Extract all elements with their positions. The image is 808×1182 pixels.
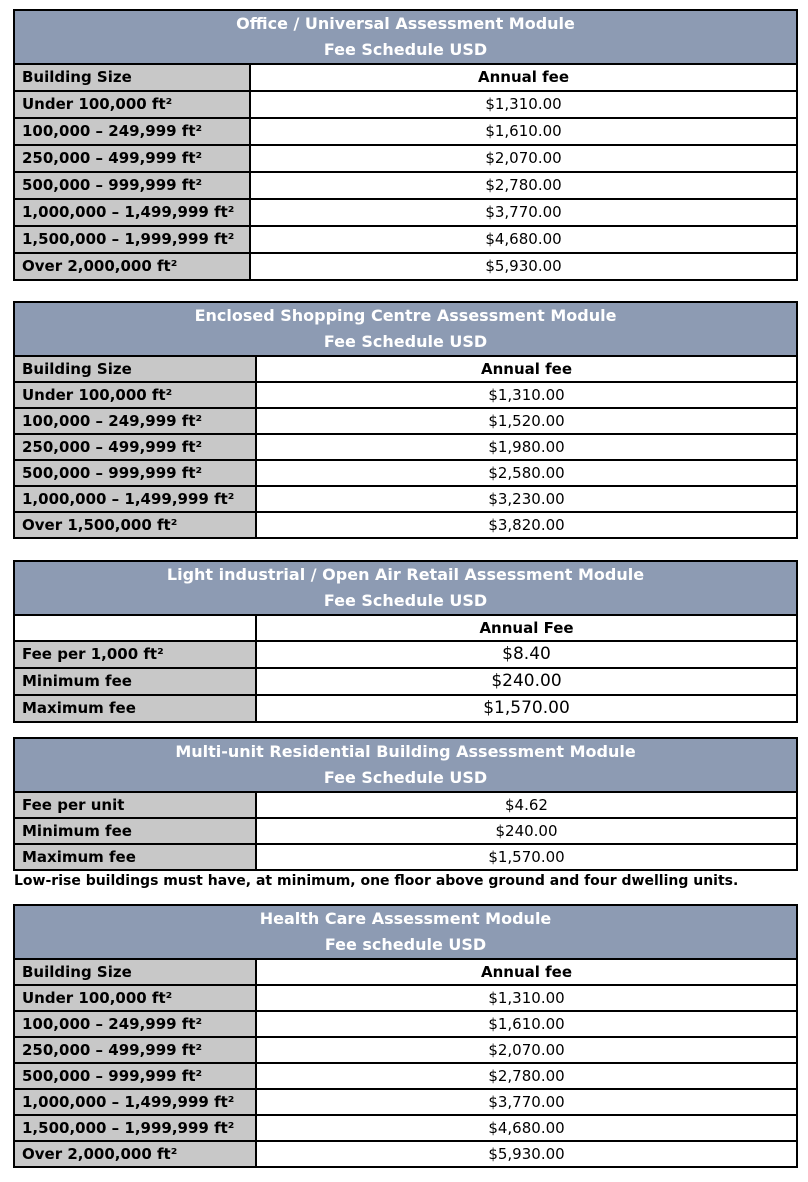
row-label: Fee per unit: [14, 792, 256, 818]
row-value: $1,570.00: [256, 844, 797, 870]
column-header-annual-fee: Annual Fee: [256, 615, 797, 641]
multi-unit-residential-fee-table: [13, 737, 798, 871]
row-label: 250,000 – 499,999 ft²: [14, 434, 256, 460]
row-value: $2,580.00: [256, 460, 797, 486]
enclosed-shopping-centre-fee-table: [13, 301, 798, 539]
row-label: 1,000,000 – 1,499,999 ft²: [14, 199, 250, 226]
office-universal-fee-table: [13, 9, 798, 281]
row-label: 100,000 – 249,999 ft²: [14, 118, 250, 145]
row-label: 1,500,000 – 1,999,999 ft²: [14, 1115, 256, 1141]
table-subtitle: Fee Schedule USD: [323, 332, 488, 351]
table-header: [14, 10, 797, 64]
row-label: 250,000 – 499,999 ft²: [14, 145, 250, 172]
health-care-fee-table: [13, 904, 798, 1168]
row-label: 500,000 – 999,999 ft²: [14, 172, 250, 199]
row-label: Over 2,000,000 ft²: [14, 253, 250, 280]
row-value: $1,520.00: [256, 408, 797, 434]
row-label: Under 100,000 ft²: [14, 382, 256, 408]
row-value: $240.00: [256, 818, 797, 844]
row-value: $2,780.00: [250, 172, 797, 199]
column-header-annual-fee: Annual fee: [256, 959, 797, 985]
low-rise-note: Low-rise buildings must have, at minimum, one floor above ground and four dwelling units.: [14, 873, 739, 889]
row-value: $2,070.00: [250, 145, 797, 172]
row-value: $4,680.00: [250, 226, 797, 253]
row-value: $1,310.00: [256, 985, 797, 1011]
row-value: $8.40: [256, 641, 797, 668]
column-header-building-size: Building Size: [14, 356, 256, 382]
column-header-building-size: Building Size: [14, 959, 256, 985]
row-value: $3,230.00: [256, 486, 797, 512]
row-value: $4.62: [256, 792, 797, 818]
row-label: 1,000,000 – 1,499,999 ft²: [14, 486, 256, 512]
column-header-annual-fee: Annual fee: [256, 356, 797, 382]
row-value: $3,820.00: [256, 512, 797, 538]
row-value: $240.00: [256, 668, 797, 695]
row-value: $2,780.00: [256, 1063, 797, 1089]
table-subtitle: Fee schedule USD: [324, 935, 487, 954]
table-title: Light industrial / Open Air Retail Assessment Module: [166, 565, 645, 584]
row-label: 100,000 – 249,999 ft²: [14, 1011, 256, 1037]
table-subtitle: Fee Schedule USD: [323, 768, 488, 787]
row-label: 1,500,000 – 1,999,999 ft²: [14, 226, 250, 253]
row-value: $1,980.00: [256, 434, 797, 460]
row-label: 100,000 – 249,999 ft²: [14, 408, 256, 434]
table-header: [14, 302, 797, 356]
row-value: $1,610.00: [256, 1011, 797, 1037]
row-label: Over 1,500,000 ft²: [14, 512, 256, 538]
table-header: [14, 738, 797, 792]
row-value: $5,930.00: [250, 253, 797, 280]
row-label: Maximum fee: [14, 844, 256, 870]
row-label: 250,000 – 499,999 ft²: [14, 1037, 256, 1063]
row-label: Under 100,000 ft²: [14, 985, 256, 1011]
row-value: $1,610.00: [250, 118, 797, 145]
row-label: Under 100,000 ft²: [14, 91, 250, 118]
column-header-annual-fee: Annual fee: [250, 64, 797, 91]
table-title: Multi-unit Residential Building Assessment Module: [175, 742, 636, 761]
table-header: [14, 905, 797, 959]
column-header-building-size: Building Size: [14, 64, 250, 91]
row-value: $1,310.00: [250, 91, 797, 118]
table-subtitle: Fee Schedule USD: [323, 591, 488, 610]
row-value: $2,070.00: [256, 1037, 797, 1063]
row-value: $3,770.00: [256, 1089, 797, 1115]
light-industrial-fee-table: [13, 560, 798, 723]
row-label: Over 2,000,000 ft²: [14, 1141, 256, 1167]
row-value: $4,680.00: [256, 1115, 797, 1141]
row-value: $1,310.00: [256, 382, 797, 408]
table-title: Office / Universal Assessment Module: [236, 14, 575, 33]
column-header-empty: [14, 615, 256, 641]
row-label: Minimum fee: [14, 668, 256, 695]
table-subtitle: Fee Schedule USD: [323, 40, 488, 59]
row-label: 500,000 – 999,999 ft²: [14, 460, 256, 486]
row-label: 1,000,000 – 1,499,999 ft²: [14, 1089, 256, 1115]
row-label: 500,000 – 999,999 ft²: [14, 1063, 256, 1089]
row-label: Fee per 1,000 ft²: [14, 641, 256, 668]
table-title: Enclosed Shopping Centre Assessment Module: [194, 306, 617, 325]
row-value: $3,770.00: [250, 199, 797, 226]
row-label: Minimum fee: [14, 818, 256, 844]
row-value: $1,570.00: [256, 695, 797, 722]
table-title: Health Care Assessment Module: [259, 909, 552, 928]
row-value: $5,930.00: [256, 1141, 797, 1167]
row-label: Maximum fee: [14, 695, 256, 722]
table-header: [14, 561, 797, 615]
